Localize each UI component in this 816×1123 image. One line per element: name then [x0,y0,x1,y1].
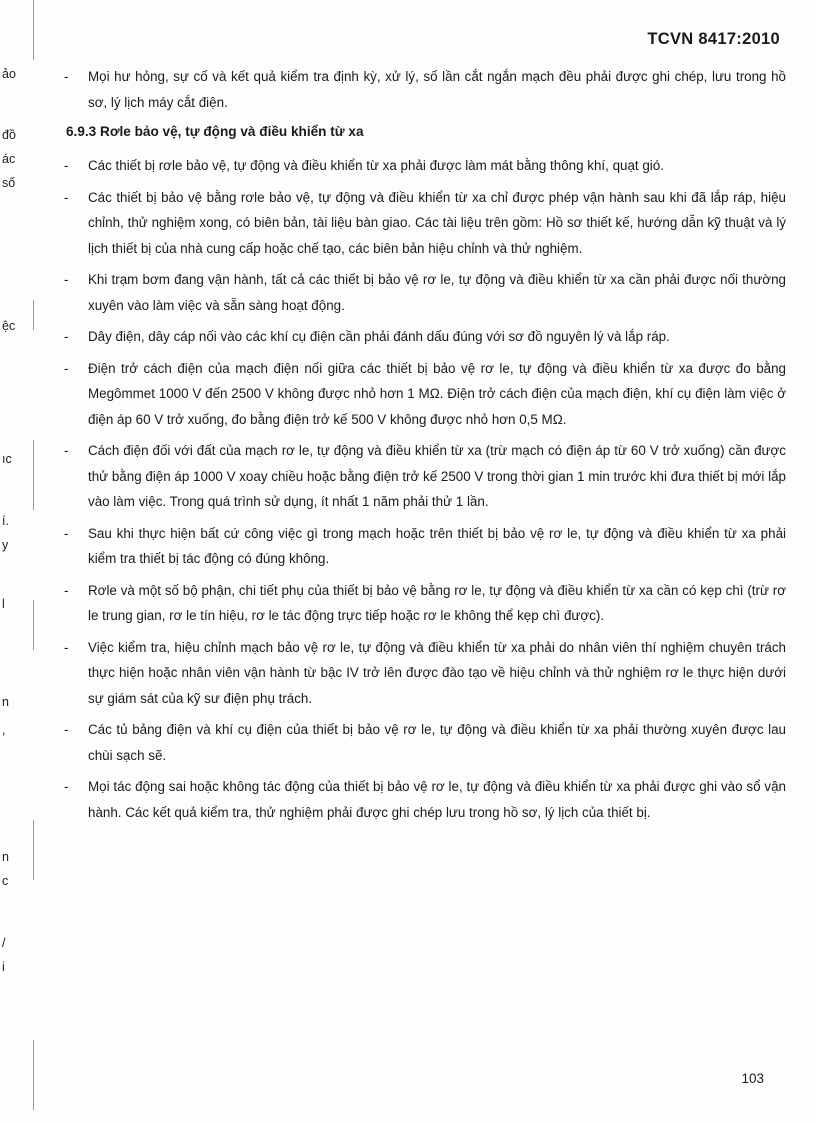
list-item [64,578,786,629]
list-item [64,324,786,350]
bullet-dash: - [64,722,69,737]
list-item [64,774,786,825]
edge-text-fragment: í. [2,514,9,528]
edge-text-fragment: n [2,850,9,864]
edge-text-fragment: l [2,597,5,611]
list-item-text: Dây điện, dây cáp nối vào các khí cụ điện cần phải đánh dấu đúng với sơ đồ nguyên lý và lắp ráp. [88,329,670,344]
list-item [64,438,786,515]
list-item [64,267,786,318]
list-item [64,635,786,712]
list-item-text: Mọi hư hỏng, sự cố và kết quả kiểm tra định kỳ, xử lý, số lần cắt ngắn mạch đều phải được ghi chép, lưu trong hồ sơ, lý lịch máy cắt điện. [88,69,786,110]
list-item-text: Rơle và một số bộ phận, chi tiết phụ của thiết bị bảo vệ bằng rơ le, tự động và điều khiển từ xa cần có kẹp chì (trừ rơ le trung gian, rơ le tín hiệu, rơ le tác động trực tiếp hoặc rơ le không thể kẹp chì được). [88,582,786,623]
section-heading: 6.9.3 Rơle bảo vệ, tự động và điều khiển từ xa [66,124,364,139]
bullet-dash: - [64,582,69,598]
edge-text-fragment: i [2,960,5,974]
list-item-text: Các thiết bị bảo vệ bằng rơle bảo vệ, tự động và điều khiển từ xa chỉ được phép vận hành sau khi đã lắp ráp, hiệu chỉnh, thử nghiệm xong, có biên bản, tài liệu bàn giao. Các tài liệu trên gồm: Hồ sơ thiết kế, hướng dẫn kỹ thuật và lý lịch thiết bị của nhà cung cấp hoặc chế tạo, các biên bản hiệu chỉnh và thử nghiệm. [88,189,786,256]
edge-text-fragment: n [2,695,9,709]
list-item-text: Việc kiểm tra, hiệu chỉnh mạch bảo vệ rơ le, tự động và điều khiển từ xa phải do nhân viên thí nghiệm chuyên trách thực hiện hoặc nhân viên vận hành từ bậc IV trở lên được đào tạo về hiệu chỉnh và thử nghiệm rơ le thực hiện dưới sự giám sát của kỹ sư điện phụ trách. [88,639,786,706]
list-item [64,717,786,768]
list-item-text: Sau khi thực hiện bất cứ công việc gì trong mạch hoặc trên thiết bị bảo vệ rơ le, tự động và điều khiển từ xa phải kiểm tra thiết bị tác động có đúng không. [88,525,786,566]
bullet-dash: - [64,443,69,458]
list-item-text: Các thiết bị rơle bảo vệ, tự động và điều khiển từ xa phải được làm mát bằng thông khí, quạt gió. [88,158,664,173]
edge-text-fragment: ıc [2,452,12,466]
bullet-dash: - [64,158,69,173]
edge-text-fragment: / [2,936,6,950]
list-item [64,153,786,179]
list-item [64,185,786,262]
bullet-dash: - [64,69,69,84]
list-item [64,356,786,433]
bullet-dash: - [64,639,69,655]
left-edge-artifacts [0,0,44,1123]
edge-text-fragment: ảo [2,67,16,81]
scan-mark [33,300,34,330]
scan-mark [33,440,34,510]
page-content [64,64,786,831]
list-item [64,521,786,572]
edge-text-fragment: ác [2,152,16,166]
bullet-list [64,153,786,825]
bullet-dash: - [64,360,69,376]
bullet-dash: - [64,779,69,794]
document-code: TCVN 8417:2010 [647,30,780,48]
edge-text-fragment: ệc [2,319,16,333]
scan-mark [33,820,34,880]
list-item-text: Điện trở cách điện của mạch điện nối giữa các thiết bị bảo vệ rơ le, tự động và điều khiển từ xa được đo bằng Megômmet 1000 V đến 2500 V không được nhỏ hơn 1 MΩ. Điện trở cách điện của mạch điện, khí cụ điện làm việc ở điện áp 60 V trở xuống, đo bằng điện trở kế 500 V không được nhỏ hơn 0,5 MΩ. [88,360,786,427]
scan-mark [33,600,34,650]
list-item-text: Khi trạm bơm đang vận hành, tất cả các thiết bị bảo vệ rơ le, tự động và điều khiển từ xa cần phải được nối thường xuyên vào làm việc và sẵn sàng hoạt động. [88,272,786,313]
list-item-text: Mọi tác động sai hoặc không tác động của thiết bị bảo vệ rơ le, tự động và điều khiển từ xa phải được ghi vào sổ vận hành. Các kết quả kiểm tra, thử nghiệm phải được ghi chép lưu trong hồ sơ, lý lịch của thiết bị. [88,779,786,820]
list-item-text: Cách điện đối với đất của mạch rơ le, tự động và điều khiển từ xa (trừ mạch có điện áp từ 60 V trở xuống) cần được thử bằng điện áp 1000 V xoay chiều hoặc bằng điện trở kế 2500 V trong thời gian 1 min trước khi đưa thiết bị mới lắp vào làm việc. Trong quá trình sử dụng, ít nhất 1 năm phải thử 1 lần. [88,443,786,509]
bullet-dash: - [64,272,69,287]
bullet-dash: - [64,189,69,205]
bullet-dash: - [64,329,69,344]
list-item-text: Các tủ bảng điện và khí cụ điện của thiết bị bảo vệ rơ le, tự động và điều khiển từ xa phải thường xuyên được lau chùi sạch sẽ. [88,722,786,763]
scan-mark [33,0,34,60]
edge-text-fragment: , [2,723,6,737]
edge-text-fragment: đồ [2,128,16,142]
edge-text-fragment: y [2,538,9,552]
scan-mark [33,1040,34,1110]
edge-text-fragment: c [2,874,9,888]
edge-text-fragment: số [2,176,16,190]
list-item [64,64,786,115]
bullet-dash: - [64,525,69,541]
page-number: 103 [741,1071,764,1086]
